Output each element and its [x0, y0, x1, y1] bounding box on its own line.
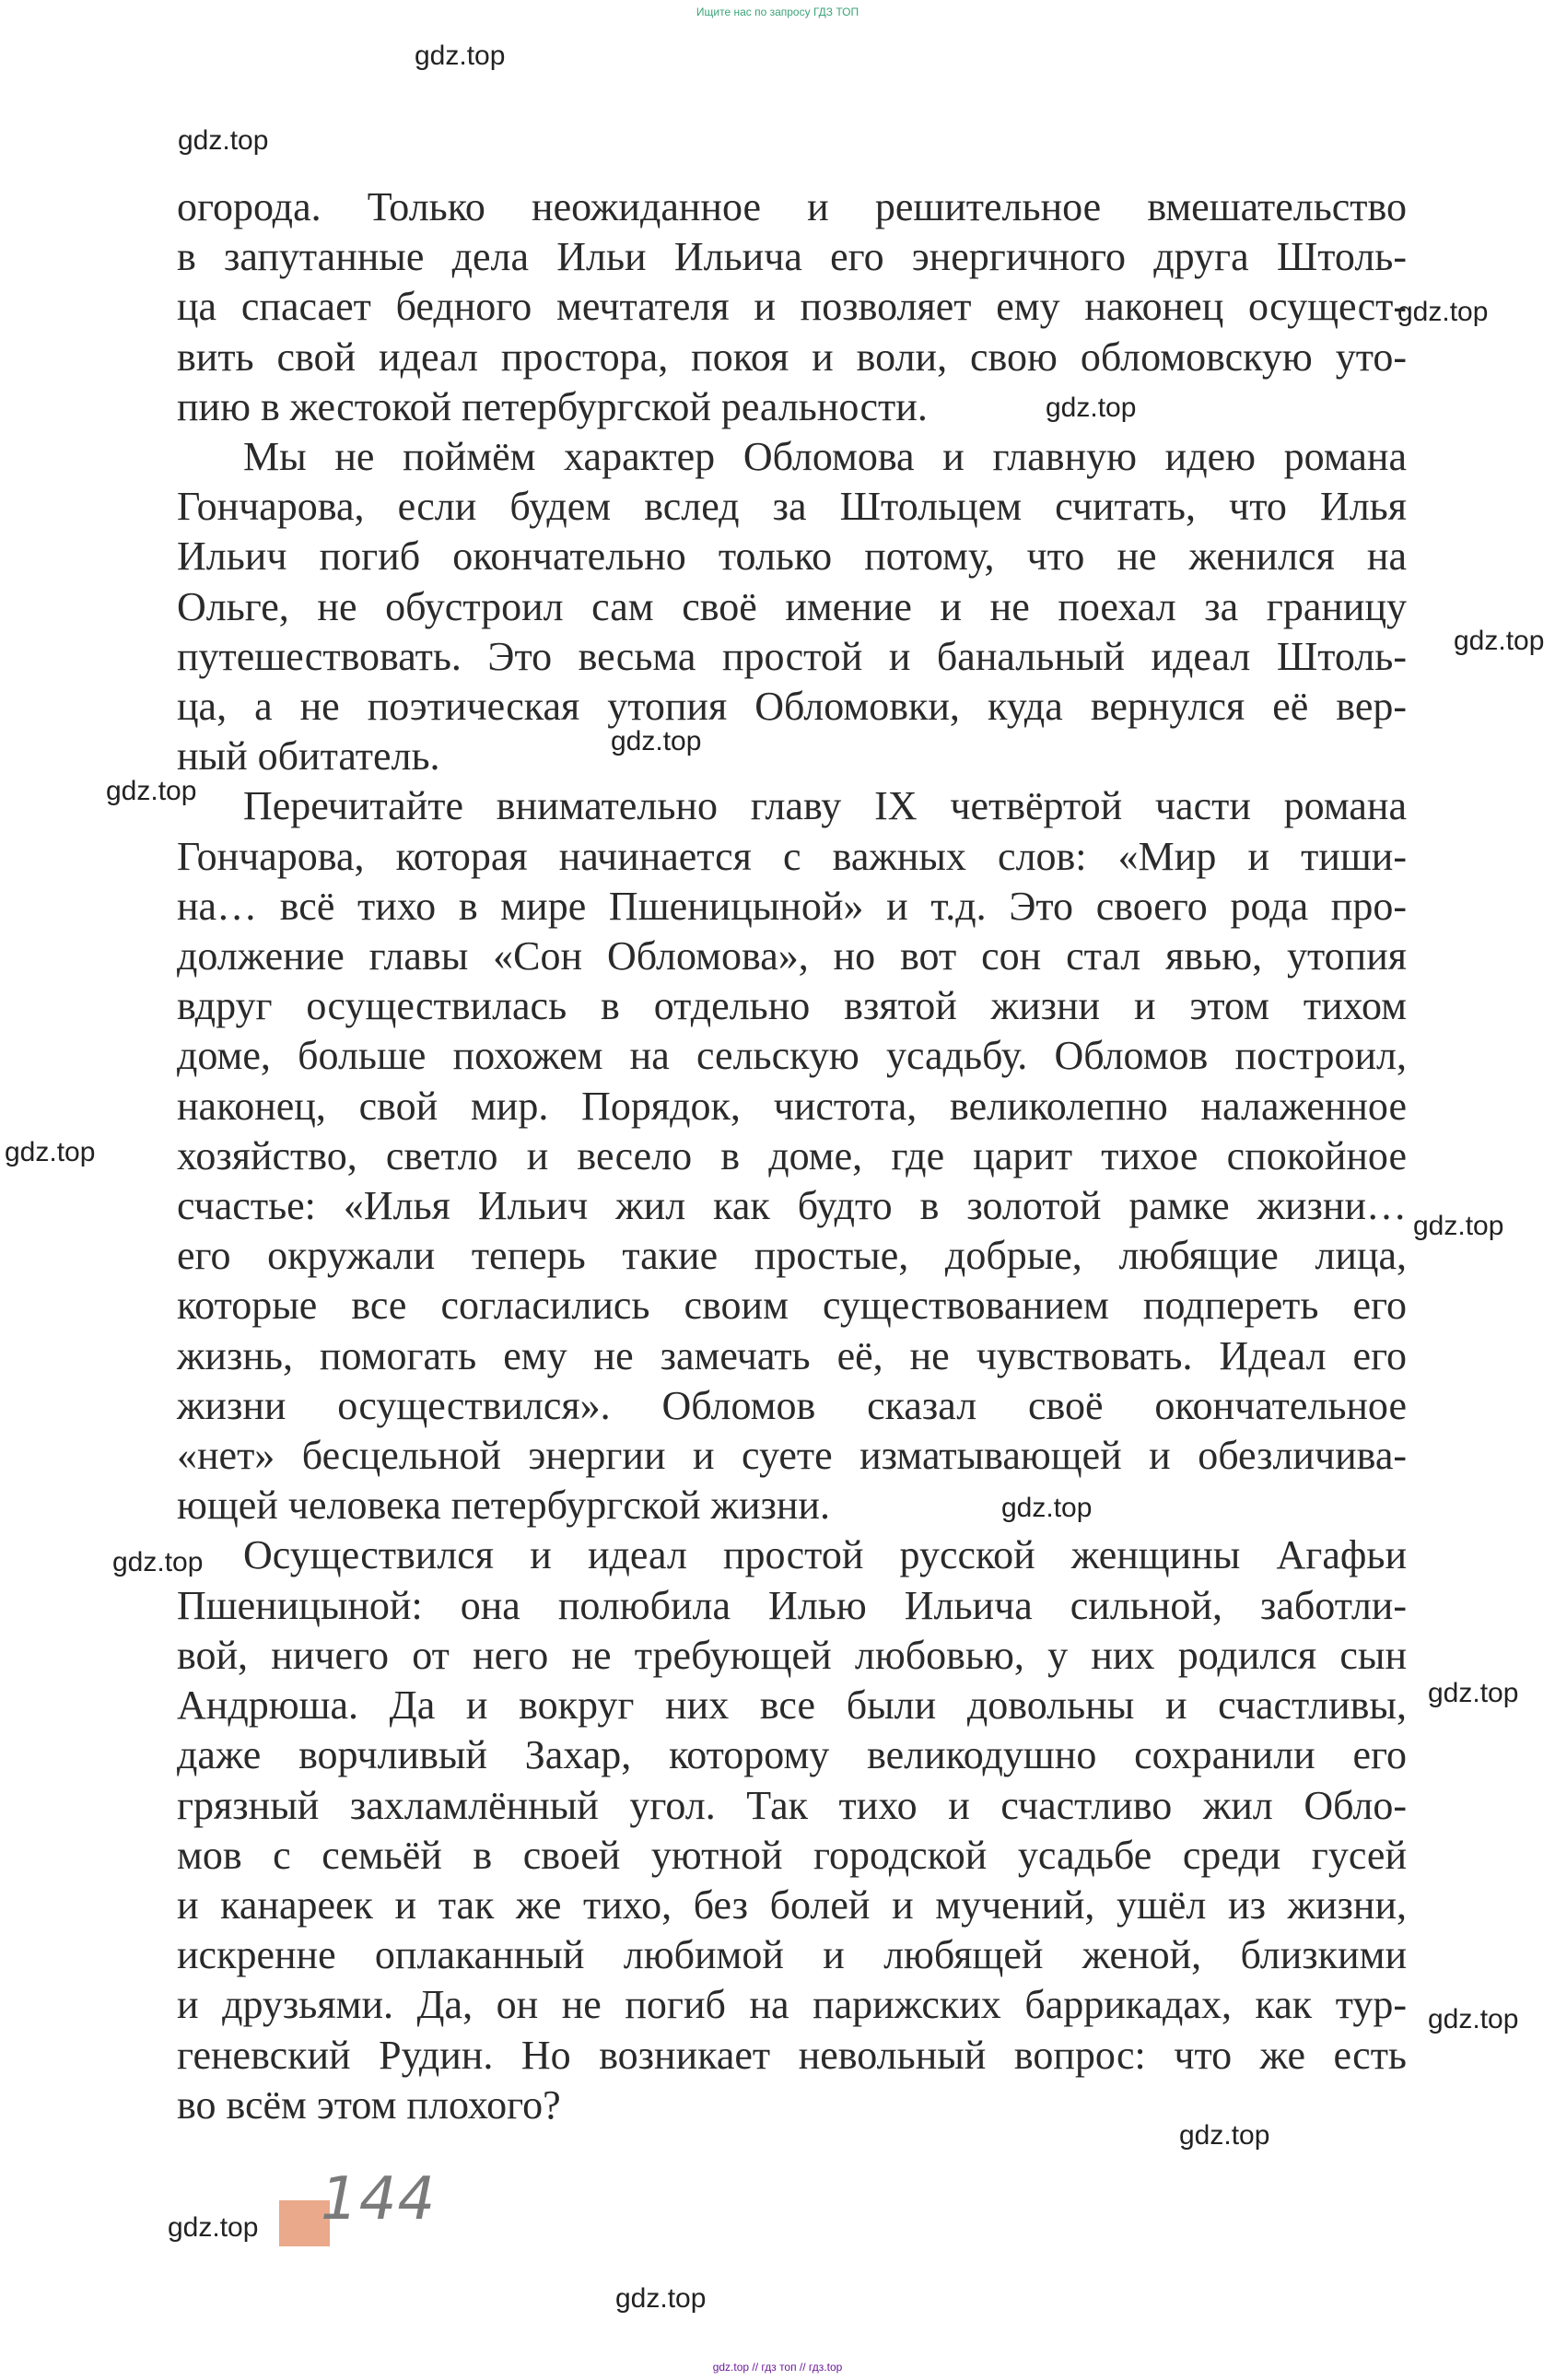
watermark: gdz.top	[1413, 1211, 1504, 1241]
text-line: «нет» бесцельной энергии и суете изматывающей и обезличива-	[177, 1433, 1407, 1479]
text-line: огорода. Только неожиданное и решительное вмешательство	[177, 184, 1407, 229]
text-line: Ольге, не обустроил сам своё имение и не поехал за границу	[177, 583, 1407, 629]
watermark: gdz.top	[112, 1547, 204, 1577]
watermark: gdz.top	[168, 2212, 259, 2243]
watermark: gdz.top	[415, 41, 506, 71]
text-line: Перечитайте внимательно главу IX четвёртой части романа	[243, 783, 1407, 829]
text-line: геневский Рудин. Но возникает невольный вопрос: что же есть	[177, 2032, 1407, 2078]
watermark: gdz.top	[615, 2283, 707, 2314]
text-line: счастье: «Илья Ильич жил как будто в золотой рамке жизни…	[177, 1183, 1407, 1229]
text-line: хозяйство, светло и весело в доме, где царит тихое спокойное	[177, 1132, 1407, 1178]
text-line: и друзьями. Да, он не погиб на парижских баррикадах, как тур-	[177, 1982, 1407, 2028]
text-line: Андрюша. Да и вокруг них все были довольны и счастливы,	[177, 1682, 1407, 1729]
text-line: в запутанные дела Ильи Ильича его энергичного друга Штоль-	[177, 234, 1407, 280]
watermark: gdz.top	[1046, 393, 1137, 423]
text-line: ный обитатель.	[177, 733, 440, 780]
text-line: которые все согласились своим существованием подпереть его	[177, 1283, 1407, 1329]
watermark: gdz.top	[1179, 2120, 1270, 2151]
text-line: Ильич погиб окончательно только потому, что не женился на	[177, 533, 1407, 580]
watermark: gdz.top	[1001, 1493, 1093, 1523]
text-line: Осуществился и идеал простой русской женщины Агафьи	[243, 1532, 1407, 1578]
text-line: искренне оплаканный любимой и любящей женой, близкими	[177, 1932, 1407, 1978]
watermark: gdz.top	[106, 776, 197, 806]
text-line: даже ворчливый Захар, которому великодушно сохранили его	[177, 1732, 1407, 1778]
text-line: доме, больше похожем на сельскую усадьбу. Обломов построил,	[177, 1033, 1407, 1079]
text-line: вить свой идеал простора, покоя и воли, свою обломовскую уто-	[177, 334, 1407, 380]
text-line: во всём этом плохого?	[177, 2081, 561, 2128]
text-line: грязный захламлённый угол. Так тихо и счастливо жил Обло-	[177, 1782, 1407, 1828]
bottom-banner: gdz.top // гдз топ // гдз.top	[712, 2361, 843, 2374]
text-line: мов с семьёй в своей уютной городской усадьбе среди гусей	[177, 1832, 1407, 1878]
text-line: его окружали теперь такие простые, добрые, любящие лица,	[177, 1233, 1407, 1279]
watermark: gdz.top	[1428, 1678, 1519, 1708]
text-line: и канареек и так же тихо, без болей и мучений, ушёл из жизни,	[177, 1882, 1407, 1928]
text-line: ца, а не поэтическая утопия Обломовки, куда вернулся её вер-	[177, 684, 1407, 730]
text-line: Мы не поймём характер Обломова и главную идею романа	[243, 434, 1407, 480]
watermark: gdz.top	[5, 1137, 96, 1167]
text-line: жизни осуществился». Обломов сказал своё окончательное	[177, 1382, 1407, 1428]
text-line: жизнь, помогать ему не замечать её, не чувствовать. Идеал его	[177, 1332, 1407, 1378]
paragraph	[177, 1530, 1407, 2129]
text-line: ца спасает бедного мечтателя и позволяет ему наконец осущест-	[177, 284, 1407, 330]
page-text	[177, 182, 1407, 2130]
watermark: gdz.top	[1428, 2004, 1519, 2034]
paragraph	[177, 781, 1407, 1530]
text-line: вдруг осуществилась в отдельно взятой жизни и этом тихом	[177, 983, 1407, 1029]
paragraph	[177, 432, 1407, 781]
text-line: на… всё тихо в мире Пшеницыной» и т.д. Это своего рода про-	[177, 883, 1407, 929]
watermark: gdz.top	[611, 726, 702, 756]
text-line: Гончарова, если будем вслед за Штольцем считать, что Илья	[177, 484, 1407, 530]
text-line: Гончарова, которая начинается с важных слов: «Мир и тиши-	[177, 833, 1407, 879]
page-number: 144	[321, 2165, 437, 2233]
text-line: пию в жестокой петербургской реальности.	[177, 383, 928, 429]
top-banner: Ищите нас по запросу ГДЗ ТОП	[696, 6, 859, 18]
watermark: gdz.top	[1397, 297, 1489, 327]
text-line: путешествовать. Это весьма простой и банальный идеал Штоль-	[177, 633, 1407, 679]
text-line: должение главы «Сон Обломова», но вот сон стал явью, утопия	[177, 933, 1407, 979]
text-line: вой, ничего от него не требующей любовью, у них родился сын	[177, 1632, 1407, 1678]
watermark: gdz.top	[1454, 626, 1545, 656]
watermark: gdz.top	[178, 125, 269, 156]
text-line: Пшеницыной: она полюбила Илью Ильича сильной, заботли-	[177, 1582, 1407, 1628]
text-line: ющей человека петербургской жизни.	[177, 1483, 830, 1529]
paragraph	[177, 182, 1407, 432]
text-line: наконец, свой мир. Порядок, чистота, великолепно налаженное	[177, 1083, 1407, 1129]
